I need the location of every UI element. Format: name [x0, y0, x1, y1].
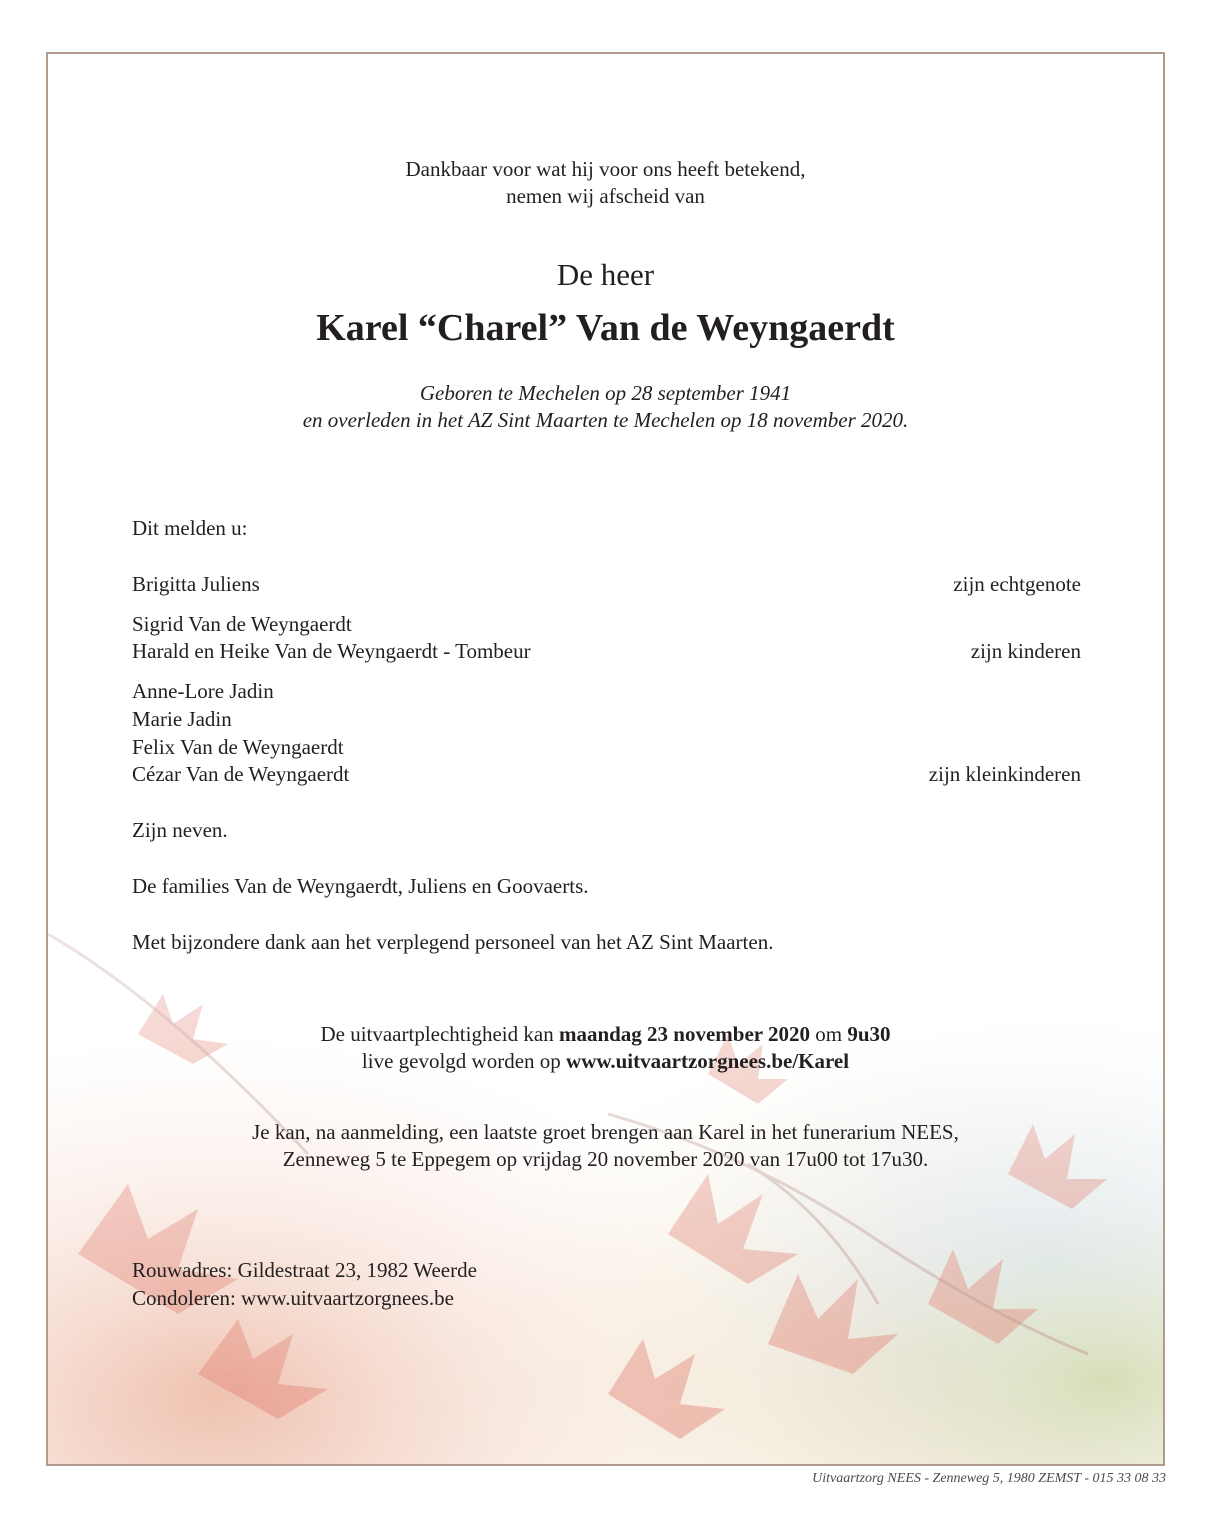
intro-line-1: Dankbaar voor wat hij voor ons heeft betekend,: [405, 157, 806, 181]
deceased-name: Karel “Charel” Van de Weyngaerdt: [316, 307, 895, 349]
funeral-home-footer: Uitvaartzorg NEES - Zenneweg 5, 1980 ZEMST - 015 33 08 33: [812, 1471, 1166, 1486]
family-member: Cézar Van de Weyngaerdt: [132, 762, 350, 786]
mourning-address: Rouwadres: Gildestraat 23, 1982 Weerde: [132, 1258, 477, 1282]
livestream-link[interactable]: www.uitvaartzorgnees.be/Karel: [566, 1049, 850, 1073]
visit-line-1: Je kan, na aanmelding, een laatste groet brengen aan Karel in het funerarium NEES,: [252, 1120, 959, 1144]
death-line: en overleden in het AZ Sint Maarten te Mechelen op 18 november 2020.: [302, 408, 909, 432]
relation-label: zijn kleinkinderen: [928, 762, 1081, 786]
ceremony-text: [48, 1021, 1163, 1075]
intro-text: [48, 156, 1163, 210]
ceremony-time: 9u30: [847, 1022, 891, 1046]
announce-label: Dit melden u:: [132, 516, 248, 540]
ceremony-connector: om: [810, 1022, 848, 1046]
honorific-title: De heer: [556, 257, 655, 292]
family-member: Sigrid Van de Weyngaerdt: [132, 612, 352, 636]
birth-line: Geboren te Mechelen op 28 september 1941: [419, 381, 792, 405]
ceremony-date: maandag 23 november 2020: [558, 1022, 810, 1046]
ceremony-intro: De uitvaartplechtigheid kan: [320, 1022, 559, 1046]
relation-label: zijn kinderen: [970, 639, 1081, 663]
relation-label: zijn echtgenote: [953, 572, 1081, 596]
family-member: Felix Van de Weyngaerdt: [132, 735, 344, 759]
ceremony-line-1: [48, 1021, 1163, 1048]
family-member: Marie Jadin: [132, 707, 232, 731]
family-member: Brigitta Juliens: [132, 572, 260, 596]
family-member: Harald en Heike Van de Weyngaerdt - Tombeur: [132, 639, 531, 663]
visit-text: [48, 1119, 1163, 1173]
card-frame: [46, 52, 1165, 1466]
nephews-text: Zijn neven.: [132, 818, 228, 842]
condolences-link[interactable]: Condoleren: www.uitvaartzorgnees.be: [132, 1286, 454, 1310]
visit-line-2: Zenneweg 5 te Eppegem op vrijdag 20 november 2020 van 17u00 tot 17u30.: [282, 1147, 929, 1171]
intro-line-2: nemen wij afscheid van: [506, 184, 705, 208]
livestream-intro: live gevolgd worden op: [361, 1049, 567, 1073]
thanks-text: Met bijzondere dank aan het verplegend personeel van het AZ Sint Maarten.: [132, 930, 774, 954]
families-text: De families Van de Weyngaerdt, Juliens en Goovaerts.: [132, 874, 589, 898]
family-member: Anne-Lore Jadin: [132, 679, 274, 703]
ceremony-line-2: [48, 1048, 1163, 1075]
birth-death-text: [48, 380, 1163, 434]
